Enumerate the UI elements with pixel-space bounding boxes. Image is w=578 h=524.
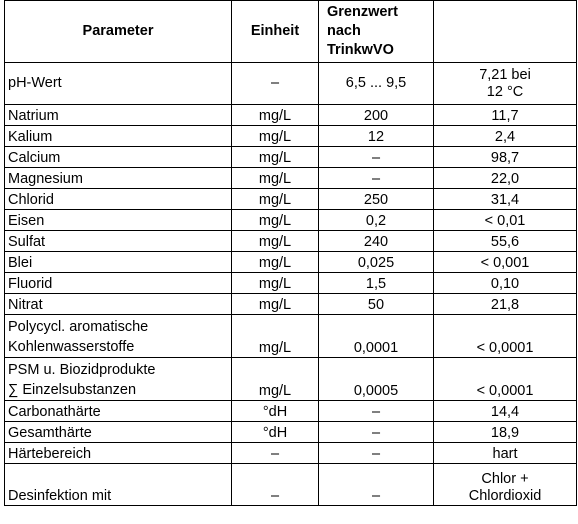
cell-value: 2,4 — [434, 126, 577, 147]
cell-parameter: Eisen — [5, 210, 232, 231]
water-analysis-table — [4, 0, 577, 506]
header-parameter: Parameter — [5, 1, 232, 63]
table-header-row — [5, 1, 577, 63]
cell-parameter: Natrium — [5, 105, 232, 126]
cell-limit: 6,5 ... 9,5 — [319, 63, 434, 105]
cell-limit: – — [319, 401, 434, 422]
cell-unit: mg/L — [232, 315, 319, 358]
table-row — [5, 443, 577, 464]
cell-unit: mg/L — [232, 168, 319, 189]
cell-parameter: Desinfektion mit — [5, 464, 232, 506]
cell-limit: 250 — [319, 189, 434, 210]
cell-parameter: Chlorid — [5, 189, 232, 210]
cell-parameter: Gesamthärte — [5, 422, 232, 443]
cell-parameter: Nitrat — [5, 294, 232, 315]
cell-limit: 200 — [319, 105, 434, 126]
table-row — [5, 231, 577, 252]
header-limit: Grenzwert nach TrinkwVO — [319, 1, 434, 63]
cell-limit: 0,025 — [319, 252, 434, 273]
cell-value: < 0,0001 — [434, 358, 577, 401]
cell-limit: 0,0005 — [319, 358, 434, 401]
cell-limit: 240 — [319, 231, 434, 252]
table-row — [5, 252, 577, 273]
cell-limit: 50 — [319, 294, 434, 315]
cell-value: 55,6 — [434, 231, 577, 252]
cell-parameter: Carbonathärte — [5, 401, 232, 422]
cell-value: 18,9 — [434, 422, 577, 443]
cell-value: 98,7 — [434, 147, 577, 168]
cell-unit: mg/L — [232, 358, 319, 401]
cell-parameter: Härtebereich — [5, 443, 232, 464]
cell-unit: mg/L — [232, 210, 319, 231]
cell-parameter: PSM u. Biozidprodukte ∑ Einzelsubstanzen — [5, 358, 232, 401]
cell-limit: – — [319, 464, 434, 506]
table-row — [5, 358, 577, 401]
header-unit: Einheit — [232, 1, 319, 63]
cell-value: < 0,001 — [434, 252, 577, 273]
cell-unit: mg/L — [232, 294, 319, 315]
cell-unit: mg/L — [232, 189, 319, 210]
cell-parameter: Kalium — [5, 126, 232, 147]
table-row — [5, 210, 577, 231]
table-row — [5, 63, 577, 105]
cell-unit: °dH — [232, 422, 319, 443]
table-row — [5, 315, 577, 358]
cell-unit: mg/L — [232, 252, 319, 273]
cell-parameter: Polycycl. aromatische Kohlenwasserstoffe — [5, 315, 232, 358]
cell-limit: – — [319, 168, 434, 189]
table-row — [5, 126, 577, 147]
table-row — [5, 168, 577, 189]
cell-limit: 0,0001 — [319, 315, 434, 358]
table-row — [5, 401, 577, 422]
cell-unit: – — [232, 63, 319, 105]
cell-parameter: Calcium — [5, 147, 232, 168]
cell-parameter: Fluorid — [5, 273, 232, 294]
cell-value: < 0,0001 — [434, 315, 577, 358]
cell-limit: – — [319, 422, 434, 443]
cell-unit: mg/L — [232, 273, 319, 294]
table-row — [5, 105, 577, 126]
cell-unit: mg/L — [232, 126, 319, 147]
cell-parameter: pH-Wert — [5, 63, 232, 105]
header-value — [434, 1, 577, 63]
cell-unit: mg/L — [232, 231, 319, 252]
cell-value: 22,0 — [434, 168, 577, 189]
table-row — [5, 422, 577, 443]
cell-unit: – — [232, 443, 319, 464]
cell-value: < 0,01 — [434, 210, 577, 231]
table-row — [5, 147, 577, 168]
cell-parameter: Blei — [5, 252, 232, 273]
cell-parameter: Sulfat — [5, 231, 232, 252]
cell-parameter: Magnesium — [5, 168, 232, 189]
cell-value: 31,4 — [434, 189, 577, 210]
table-row — [5, 464, 577, 506]
cell-limit: 0,2 — [319, 210, 434, 231]
cell-unit: mg/L — [232, 147, 319, 168]
cell-value: Chlor + Chlordioxid — [434, 464, 577, 506]
cell-value: 7,21 bei 12 °C — [434, 63, 577, 105]
cell-value: 11,7 — [434, 105, 577, 126]
table-row — [5, 189, 577, 210]
cell-value: 21,8 — [434, 294, 577, 315]
table-row — [5, 273, 577, 294]
table-row — [5, 294, 577, 315]
cell-unit: °dH — [232, 401, 319, 422]
cell-unit: mg/L — [232, 105, 319, 126]
cell-limit: 1,5 — [319, 273, 434, 294]
cell-limit: – — [319, 147, 434, 168]
cell-value: 0,10 — [434, 273, 577, 294]
cell-limit: 12 — [319, 126, 434, 147]
cell-limit: – — [319, 443, 434, 464]
cell-unit: – — [232, 464, 319, 506]
cell-value: 14,4 — [434, 401, 577, 422]
cell-value: hart — [434, 443, 577, 464]
